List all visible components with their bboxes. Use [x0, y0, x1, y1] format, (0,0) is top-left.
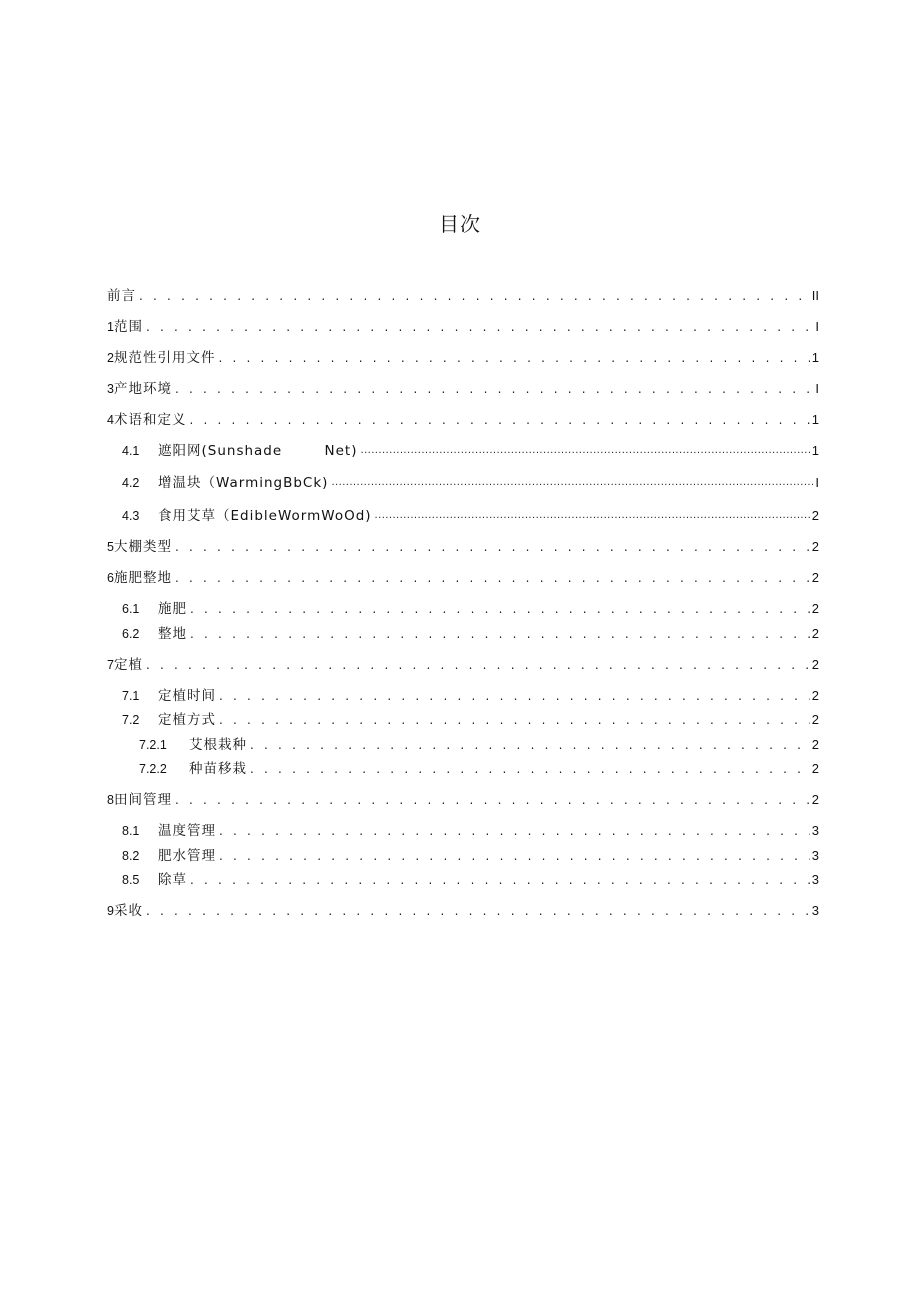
toc-entry-title: 肥水管理 [158, 848, 216, 864]
toc-entry-page: 2 [811, 761, 819, 776]
dot-leader [218, 348, 809, 368]
toc-entry-4-1[interactable] [107, 441, 819, 461]
page-title: 目次 [439, 212, 481, 236]
dot-leader [190, 870, 810, 890]
toc-entry-number: 4.1 [122, 444, 140, 458]
toc-entry-number: 7 [107, 658, 114, 672]
dot-leader [146, 317, 813, 337]
toc-entry-title: 种苗移栽 [189, 761, 247, 777]
toc-entry-number: 3 [107, 382, 114, 396]
toc-entry-9[interactable] [107, 901, 819, 921]
toc-entry-title: 施肥整地 [113, 570, 172, 586]
toc-entry-page: 2 [811, 712, 819, 727]
dot-leader [175, 568, 810, 588]
toc-entry-page: II [811, 288, 819, 303]
dot-leader [146, 901, 810, 921]
toc-entry-page: 1 [811, 350, 819, 365]
toc-entry-page: 3 [811, 823, 819, 838]
dot-leader [331, 473, 813, 493]
dot-leader [360, 441, 809, 461]
dot-leader [190, 624, 810, 644]
toc-entry-6-1[interactable] [107, 599, 819, 619]
toc-entry-title: 定植方式 [158, 712, 216, 728]
toc-entry-foreword[interactable] [107, 286, 819, 306]
toc-entry-title: 食用艾草（EdibleWormWoOd) [158, 508, 372, 524]
toc-entry-page: 2 [811, 657, 819, 672]
toc-entry-title: 前言 [107, 288, 136, 304]
dot-leader [175, 379, 813, 399]
dot-leader [139, 286, 810, 306]
toc-entry-title: 术语和定义 [113, 412, 187, 428]
dot-leader [250, 759, 810, 779]
toc-entry-2[interactable] [107, 348, 819, 368]
dot-leader [219, 686, 810, 706]
toc-entry-number: 8.5 [122, 873, 140, 887]
toc-entry-8-2[interactable] [107, 846, 819, 866]
toc-entry-page: 3 [811, 903, 819, 918]
toc-entry-4-2[interactable] [107, 473, 819, 493]
toc-entry-number: 4.3 [122, 509, 140, 523]
toc-entry-page: I [815, 319, 819, 334]
toc-entry-number: 7.2.1 [139, 738, 167, 752]
toc-entry-number: 9 [107, 904, 114, 918]
toc-entry-title: 除草 [158, 872, 187, 888]
toc-entry-page: I [815, 475, 819, 490]
toc-entry-page: 1 [811, 443, 819, 458]
toc-entry-page: 1 [811, 412, 819, 427]
toc-entry-7-2-2[interactable] [107, 759, 819, 779]
toc-entry-7-2-1[interactable] [107, 735, 819, 755]
toc-entry-page: 2 [811, 601, 819, 616]
toc-entry-title: 产地环境 [113, 381, 172, 397]
toc-entry-title: 定植时间 [158, 688, 216, 704]
toc-entry-number: 8.1 [122, 824, 140, 838]
toc-entry-title: 整地 [158, 626, 187, 642]
toc-entry-title: 规范性引用文件 [113, 350, 216, 366]
toc-entry-number: 7.1 [122, 689, 140, 703]
toc-entry-page: 2 [811, 688, 819, 703]
dot-leader [219, 821, 810, 841]
toc-entry-7-1[interactable] [107, 686, 819, 706]
toc-entry-page: 2 [811, 539, 819, 554]
toc-entry-page: 3 [811, 872, 819, 887]
toc-entry-1[interactable] [107, 317, 819, 337]
toc-entry-5[interactable] [107, 537, 819, 557]
toc-entry-title: 大棚类型 [113, 539, 172, 555]
toc-entry-number: 6.1 [122, 602, 140, 616]
toc-entry-page: 3 [811, 848, 819, 863]
toc-entry-title: 艾根栽种 [189, 737, 247, 753]
toc-entry-8[interactable] [107, 790, 819, 810]
dot-leader [146, 655, 810, 675]
toc-entry-title: 遮阳网(Sunshade Net) [158, 443, 358, 459]
toc-entry-8-5[interactable] [107, 870, 819, 890]
toc-entry-6-2[interactable] [107, 624, 819, 644]
toc-entry-8-1[interactable] [107, 821, 819, 841]
toc-entry-number: 6.2 [122, 627, 140, 641]
toc-entry-number: 7.2 [122, 713, 140, 727]
dot-leader [219, 846, 810, 866]
dot-leader [189, 410, 809, 430]
toc-entry-page: I [815, 381, 819, 396]
toc-entry-page: 2 [811, 570, 819, 585]
toc-entry-number: 5 [107, 540, 114, 554]
toc-entry-7-2[interactable] [107, 710, 819, 730]
toc-entry-page: 2 [811, 626, 819, 641]
toc-entry-number: 1 [107, 320, 114, 334]
dot-leader [190, 599, 810, 619]
toc-entry-number: 8 [107, 793, 114, 807]
toc-entry-3[interactable] [107, 379, 819, 399]
toc-entry-number: 4.2 [122, 476, 140, 490]
toc-entry-number: 4 [107, 413, 114, 427]
toc-entry-title: 温度管理 [158, 823, 216, 839]
toc-entry-title: 定植 [113, 657, 143, 673]
toc-entry-6[interactable] [107, 568, 819, 588]
toc-entry-number: 8.2 [122, 849, 140, 863]
toc-entry-title: 采收 [113, 903, 143, 919]
toc-entry-number: 7.2.2 [139, 762, 167, 776]
dot-leader [175, 790, 810, 810]
toc-entry-page: 2 [811, 737, 819, 752]
toc-entry-number: 6 [107, 571, 114, 585]
toc-entry-4[interactable] [107, 410, 819, 430]
dot-leader [250, 735, 810, 755]
dot-leader [175, 537, 810, 557]
dot-leader [375, 506, 810, 526]
toc-entry-page: 2 [811, 792, 819, 807]
toc-entry-page: 2 [811, 508, 819, 523]
toc-entry-title: 田间管理 [113, 792, 172, 808]
toc-entry-title: 范围 [113, 319, 143, 335]
toc-entry-7[interactable] [107, 655, 819, 675]
toc-entry-number: 2 [107, 351, 114, 365]
toc-entry-title: 增温块（WarmingBbCk) [158, 475, 329, 491]
toc-entry-4-3[interactable] [107, 506, 819, 526]
dot-leader [219, 710, 810, 730]
toc-entry-title: 施肥 [158, 601, 187, 617]
